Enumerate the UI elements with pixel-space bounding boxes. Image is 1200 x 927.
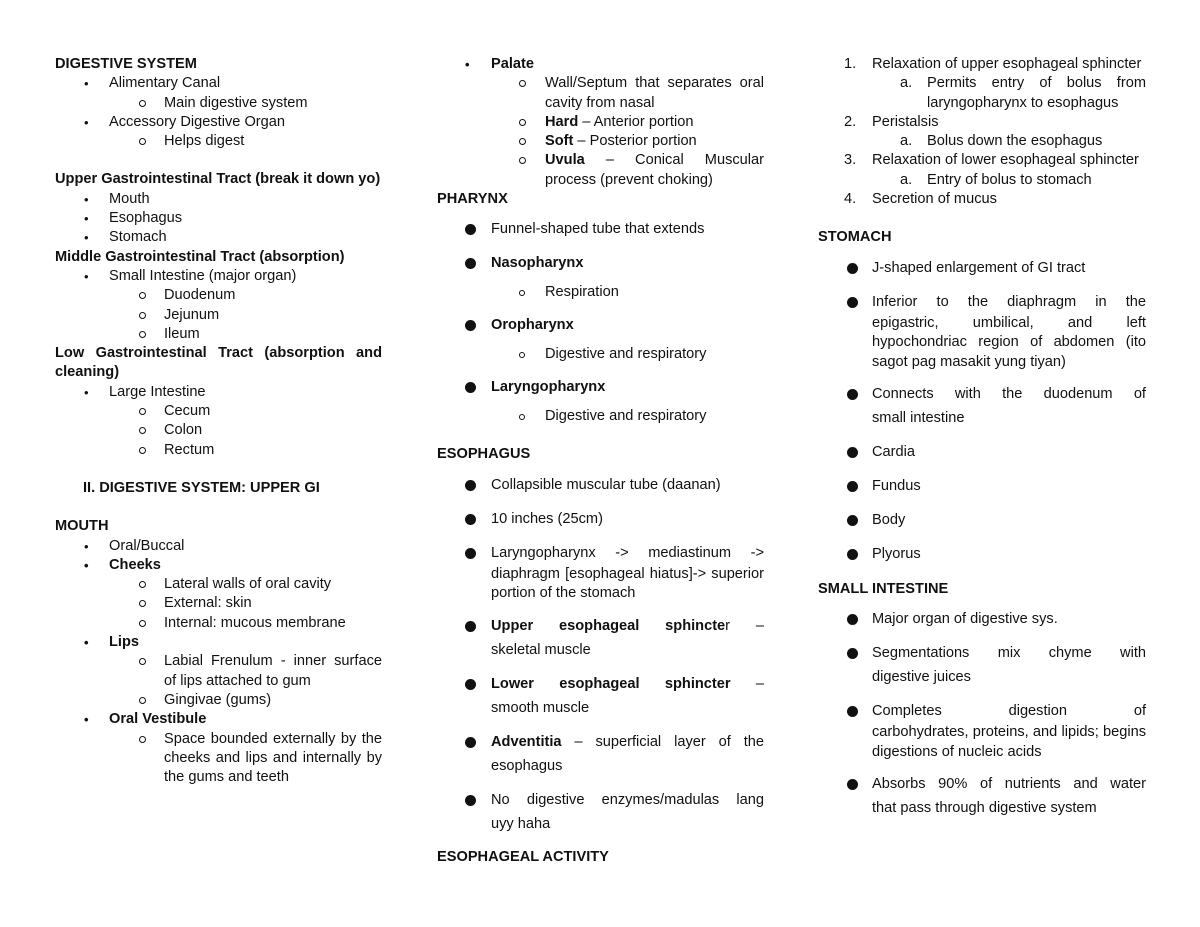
list-item: Collapsible muscular tube (daanan) [437,473,764,497]
list-item: 10 inches (25cm) [437,507,764,531]
heading-upper-gi: Upper Gastrointestinal Tract (break it down yo) [55,171,381,188]
list-item [818,772,1146,820]
list-item: Oropharynx [437,313,764,337]
list-item: • Esophagus [55,209,382,228]
item-text: Relaxation of lower esophageal sphincter [872,152,1139,169]
text-line: No digestive enzymes/madulas lang [491,791,764,808]
item-text: Permits entry of bolus from laryngopharynx to esophagus [927,75,1146,111]
definition: – superficial layer of the [561,733,764,750]
heading-middle-gi: Middle Gastrointestinal Tract (absorption) [55,248,345,265]
list-item: J-shaped enlargement of GI tract [818,256,1146,280]
term: Upper esophageal sphincte [491,617,726,634]
list-item [437,788,764,836]
text-line: small intestine [872,410,965,427]
list-item: • Mouth [55,190,382,209]
item-text: Secretion of mucus [872,191,997,208]
column-1 [55,55,382,787]
term: Adventitia [491,733,562,750]
list-item: Rectum [55,441,382,460]
list-item: • Oral Vestibule [55,710,382,729]
list-item: Duodenum [55,286,382,305]
list-item [437,672,764,720]
definition: skeletal muscle [491,641,591,658]
term: Uvula [545,152,585,169]
list-item: • Lips [55,633,382,652]
list-item: Lateral walls of oral cavity [55,575,382,594]
list-item: Ileum [55,325,382,344]
list-item: Respiration [437,281,764,303]
heading-low-gi: Low Gastrointestinal Tract (absorption and cleaning) [55,345,382,381]
list-item: Wall/Septum that separates oral cavity from nasal [437,74,764,113]
list-item [437,132,764,151]
text-line: Connects with the duodenum of [872,386,1146,403]
list-item: Labial Frenulum - inner surface of lips attached to gum [55,652,382,691]
term: Soft [545,133,574,150]
list-item: Colon [55,421,382,440]
heading-digestive-system: DIGESTIVE SYSTEM [55,56,197,72]
list-item: Plyorus [818,542,1146,566]
list-item: Laryngopharynx [437,375,764,399]
numbered-item: 2. Peristalsis [844,113,939,130]
numbered-item: 3. Relaxation of lower esophageal sphincter [844,152,1139,169]
list-item: Nasopharynx [437,251,764,275]
list-item: • Stomach [55,228,382,247]
item-text: Relaxation of upper esophageal sphincter [872,56,1142,72]
list-item: Funnel-shaped tube that extends [437,217,764,241]
list-item: Digestive and respiratory [437,343,764,365]
text-line [491,614,764,638]
text-line [491,672,764,696]
text-line: Laryngopharynx -> mediastinum -> [491,544,764,561]
list-item [818,699,1146,762]
text-line: carbohydrates, proteins, and lipids; begins digestions of nucleic acids [872,724,1146,760]
list-item: Gingivae (gums) [55,691,382,710]
item-text: Peristalsis [872,113,939,130]
definition: smooth muscle [491,699,590,716]
text-line: Absorbs 90% of nutrients and water [872,776,1146,793]
text-line: Inferior to the diaphragm in the [872,293,1146,310]
list-item: Fundus [818,474,1146,498]
item-text: Entry of bolus to stomach [927,171,1092,188]
list-item: • Oral/Buccal [55,537,382,556]
list-item: • Palate [437,55,764,74]
definition: – Conical Muscular process (prevent choking) [545,152,764,188]
list-item [437,151,764,190]
term-tail: r – [725,617,764,634]
list-item: Body [818,508,1146,532]
column-3 [818,55,1146,830]
list-item [437,730,764,778]
list-item [437,614,764,662]
heading-mouth: MOUTH [55,518,109,535]
list-item [437,113,764,132]
heading-esophagus: ESOPHAGUS [437,446,531,463]
definition: – Posterior portion [573,133,697,150]
list-item: Cecum [55,402,382,421]
list-item: • Small Intestine (major organ) [55,267,382,286]
text-line: epigastric, umbilical, and left hypochondriac region of abdomen (ito sagot pag masakit yung tiyan) [872,314,1146,370]
heading-small-intestine: SMALL INTESTINE [818,581,949,598]
term: Hard [545,113,579,130]
list-item: Cardia [818,440,1146,464]
numbered-item: 4. Secretion of mucus [844,191,997,208]
text-line: Completes digestion of [872,703,1146,720]
lettered-item: a. Entry of bolus to stomach [900,171,1092,188]
list-item: Internal: mucous membrane [55,614,382,633]
column-2 [437,55,764,867]
numbered-item: 1. Relaxation of upper esophageal sphincter [844,56,1142,72]
term: Lower esophageal sphincter [491,675,731,692]
list-item [437,541,764,604]
text-line: uyy haha [491,815,551,832]
list-item [818,290,1146,373]
list-item: Space bounded externally by the cheeks and lips and internally by the gums and teeth [55,730,382,788]
text-line: digestive juices [872,669,971,686]
lettered-item: a. Permits entry of bolus from laryngopharynx to esophagus [900,75,1146,111]
dash: – [730,675,764,692]
list-item: Major organ of digestive sys. [818,607,1146,631]
list-item: • Large Intestine [55,383,382,402]
list-item: Jejunum [55,306,382,325]
list-item: External: skin [55,594,382,613]
lettered-item: a. Bolus down the esophagus [900,133,1103,150]
list-item: Main digestive system [55,94,382,113]
text-line: that pass through digestive system [872,800,1097,817]
list-item: Helps digest [55,132,382,151]
heading-stomach: STOMACH [818,229,892,246]
list-item [818,382,1146,430]
list-item: Digestive and respiratory [437,405,764,427]
heading-esophageal-activity: ESOPHAGEAL ACTIVITY [437,848,609,865]
list-item: • Cheeks [55,556,382,575]
heading-pharynx: PHARYNX [437,191,508,208]
list-item: • Accessory Digestive Organ [55,113,382,132]
list-item: • Alimentary Canal [55,74,382,93]
definition: esophagus [491,757,563,774]
item-text: Bolus down the esophagus [927,133,1103,150]
section-title: II. DIGESTIVE SYSTEM: UPPER GI [83,479,320,496]
list-item [818,641,1146,689]
text-line: Segmentations mix chyme with [872,645,1146,662]
definition: – Anterior portion [578,113,694,130]
text-line: diaphragm [esophageal hiatus]-> superior portion of the stomach [491,565,764,602]
text-line [491,730,764,754]
